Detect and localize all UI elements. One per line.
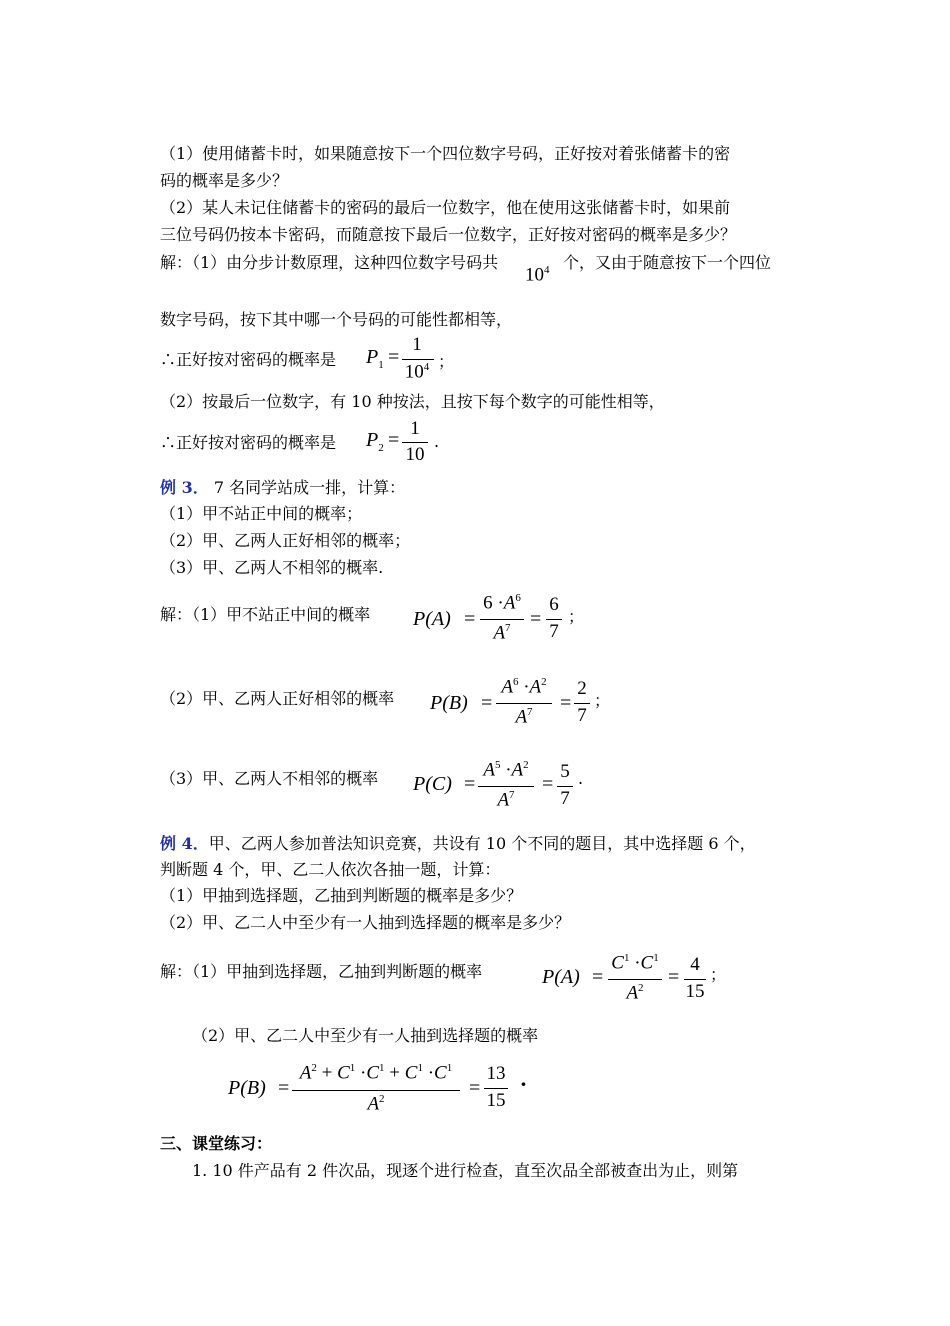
- text-line: 数字号码，按下其中哪一个号码的可能性都相等，: [160, 310, 513, 329]
- pa-symbol: P(A): [413, 608, 451, 630]
- equals-sign: =: [481, 692, 493, 714]
- equals-sign: =: [592, 966, 604, 988]
- example-4-header: [160, 833, 756, 855]
- equals-sign: =: [530, 608, 542, 630]
- text-semi: ；: [594, 691, 611, 710]
- answer-line: （3）甲、乙两人不相邻的概率: [160, 769, 379, 788]
- fraction-p2: 1 10: [400, 418, 430, 468]
- question-line: （2）甲、乙二人中至少有一人抽到选择题的概率是多少？: [160, 913, 571, 932]
- equals-sign: =: [388, 429, 400, 451]
- example-label: 例 3．: [160, 478, 209, 497]
- answer-line: 解：（1）甲不站正中间的概率: [160, 605, 371, 624]
- section-heading: 三、课堂练习：: [160, 1134, 273, 1153]
- text-line: ∴正好按对密码的概率是: [160, 350, 337, 369]
- question-line: （1）甲抽到选择题，乙抽到判断题的概率是多少？: [160, 886, 523, 905]
- fraction-ex4-2: $A^2 + C^1 \cdot C^1 + C^1 \cdot C^1$ $A^2$: [290, 1062, 462, 1120]
- fraction-13-15: 13 15: [482, 1063, 510, 1117]
- text-semi: ；: [438, 352, 455, 371]
- p1-symbol: $P_1$: [366, 346, 384, 371]
- fraction-5-7: 5 7: [555, 761, 575, 813]
- text-dot: ·: [520, 1072, 527, 1096]
- fraction-p1: 1 $10^4$: [400, 334, 434, 384]
- text-line: 判断题 4 个，甲、乙二人依次各抽一题，计算：: [160, 860, 501, 879]
- pc-symbol: P(C): [413, 773, 452, 795]
- example-statement: 7 名同学站成一排，计算：: [213, 478, 406, 497]
- equals-sign: =: [560, 692, 572, 714]
- text-dot: .: [578, 769, 584, 788]
- text-semi: ；: [710, 965, 727, 984]
- question-line: （1）甲不站正中间的概率；: [160, 504, 363, 523]
- pb-symbol: P(B): [430, 692, 468, 714]
- text-line: （2）某人未记住储蓄卡的密码的最后一位数字，他在使用这张储蓄卡时，如果前: [160, 198, 731, 217]
- answer-line: （2）甲、乙两人正好相邻的概率: [160, 689, 395, 708]
- p2-symbol: $P_2$: [366, 429, 384, 454]
- power-ten-4: $10^4$: [525, 264, 550, 286]
- text-semi: ；: [568, 607, 585, 626]
- text-line: （1）使用储蓄卡时，如果随意按下一个四位数字号码，正好按对着张储蓄卡的密: [160, 144, 731, 163]
- fraction-ex4-1: $C^1 \cdot C^1$ $A^2$: [606, 952, 664, 1008]
- exercise-line: 1. 10 件产品有 2 件次品，现逐个进行检查，直至次品全部被查出为止，则第: [192, 1161, 739, 1180]
- answer-line: （2）甲、乙二人中至少有一人抽到选择题的概率: [192, 1026, 539, 1045]
- pa-symbol: P(A): [542, 966, 580, 988]
- equals-sign: =: [464, 773, 476, 795]
- equals-sign: =: [542, 773, 554, 795]
- solution-text: 解：（1）由分步计数原理，这种四位数字号码共: [160, 253, 499, 272]
- example-3-header: [160, 477, 405, 499]
- text-line: 三位号码仍按本卡密码，而随意按下最后一位数字，正好按对密码的概率是多少？: [160, 225, 737, 244]
- example-statement: 甲、乙两人参加普法知识竞赛，共设有 10 个不同的题目，其中选择题 6 个，: [208, 834, 756, 853]
- answer-line: 解：（1）甲抽到选择题，乙抽到判断题的概率: [160, 962, 483, 981]
- question-line: （3）甲、乙两人不相邻的概率.: [160, 558, 384, 577]
- equals-sign: =: [278, 1077, 290, 1099]
- fraction-ex3-2: $A^6 \cdot A^2$ $A^7$: [494, 676, 554, 732]
- fraction-4-15: 4 15: [685, 954, 705, 1002]
- equals-sign: =: [464, 608, 476, 630]
- fraction-ex3-1: $6 \cdot A^6$ $A^7$: [478, 592, 526, 648]
- equals-sign: =: [469, 1077, 481, 1099]
- text-line: （2）按最后一位数字，有 10 种按法，且按下每个数字的可能性相等，: [160, 392, 665, 411]
- fraction-6-7: 6 7: [544, 594, 564, 646]
- text-line: 码的概率是多少？: [160, 171, 289, 190]
- pb-symbol: P(B): [228, 1077, 266, 1099]
- equals-sign: =: [668, 966, 680, 988]
- equals-sign: =: [388, 346, 400, 368]
- text-dot: .: [434, 432, 440, 451]
- fraction-ex3-3: $A^5 \cdot A^2$ $A^7$: [476, 759, 536, 815]
- text-line: ∴正好按对密码的概率是: [160, 433, 337, 452]
- fraction-2-7: 2 7: [572, 678, 592, 730]
- solution-text-tail: 个，又由于随意按下一个四位: [563, 253, 772, 272]
- question-line: （2）甲、乙两人正好相邻的概率；: [160, 531, 411, 550]
- example-label: 例 4．: [160, 834, 209, 853]
- solution-line: [160, 252, 498, 274]
